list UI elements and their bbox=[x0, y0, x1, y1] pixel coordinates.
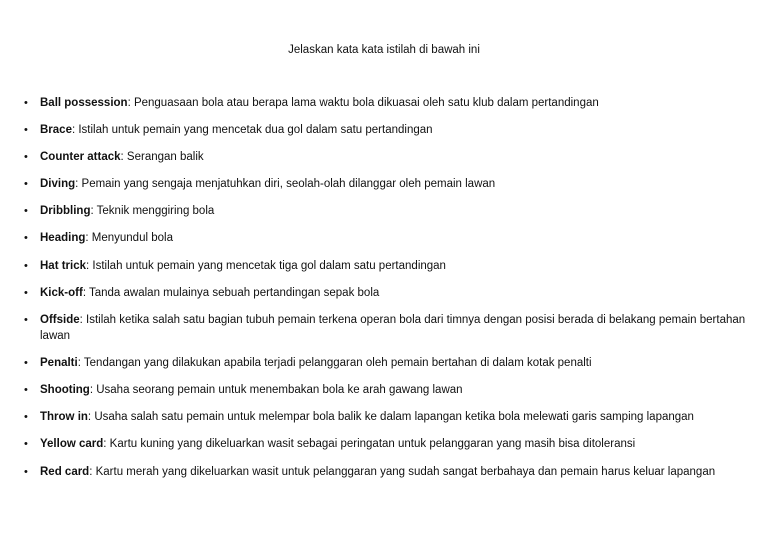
bullet-icon: • bbox=[24, 124, 28, 137]
bullet-icon: • bbox=[24, 151, 28, 164]
term-label: Counter attack bbox=[40, 151, 121, 164]
list-item bbox=[22, 285, 762, 302]
list-item bbox=[22, 149, 762, 166]
term-list bbox=[22, 95, 762, 491]
bullet-icon: • bbox=[24, 178, 28, 191]
bullet-icon: • bbox=[24, 438, 28, 451]
term-label: Kick-off bbox=[40, 286, 83, 299]
list-item bbox=[22, 176, 762, 193]
term-label: Red card bbox=[40, 465, 90, 478]
term-definition: Usaha salah satu pemain untuk melempar bola balik ke dalam lapangan ketika bola melewati garis samping lapangan bbox=[94, 411, 694, 424]
term-definition: Penguasaan bola atau berapa lama waktu bola dikuasai oleh satu klub dalam pertandingan bbox=[133, 97, 599, 109]
term-definition: Teknik menggiring bola bbox=[96, 205, 215, 218]
bullet-icon: • bbox=[24, 205, 28, 218]
bullet-icon: • bbox=[24, 384, 28, 397]
bullet-icon: • bbox=[24, 97, 28, 109]
term-definition: Pemain yang sengaja menjatuhkan diri, seolah-olah dilanggar oleh pemain lawan bbox=[81, 178, 496, 191]
term-separator: : bbox=[90, 205, 97, 218]
term-definition: Istilah ketika salah satu bagian tubuh pemain terkena operan bola dari timnya dengan posisi berada di belakang pemain bertahan lawan bbox=[40, 313, 746, 343]
term-separator: : bbox=[127, 97, 134, 109]
term-definition: Istilah untuk pemain yang mencetak tiga gol dalam satu pertandingan bbox=[92, 259, 446, 272]
list-item bbox=[22, 122, 762, 139]
term-label: Hat trick bbox=[40, 259, 87, 272]
term-definition: Tanda awalan mulainya sebuah pertandingan sepak bola bbox=[89, 286, 380, 299]
document-title: Jelaskan kata kata istilah di bawah ini bbox=[288, 44, 480, 56]
list-item bbox=[22, 464, 762, 481]
term-definition: Kartu kuning yang dikeluarkan wasit sebagai peringatan untuk pelanggaran yang masih bisa ditoleransi bbox=[109, 438, 636, 451]
list-item bbox=[22, 382, 762, 399]
term-separator: : bbox=[86, 259, 93, 272]
list-item bbox=[22, 203, 762, 220]
term-separator: : bbox=[103, 438, 110, 451]
term-label: Diving bbox=[40, 178, 76, 191]
bullet-icon: • bbox=[24, 357, 28, 370]
bullet-icon: • bbox=[24, 313, 28, 326]
term-label: Brace bbox=[40, 124, 72, 137]
term-label: Heading bbox=[40, 232, 86, 245]
term-separator: : bbox=[85, 232, 92, 245]
term-definition: Serangan balik bbox=[126, 151, 204, 164]
term-label: Yellow card bbox=[40, 438, 104, 451]
bullet-icon: • bbox=[24, 286, 28, 299]
list-item bbox=[22, 312, 762, 345]
term-definition: Istilah untuk pemain yang mencetak dua gol dalam satu pertandingan bbox=[78, 124, 433, 137]
term-separator: : bbox=[120, 151, 127, 164]
term-separator: : bbox=[77, 357, 84, 370]
list-item bbox=[22, 409, 762, 426]
bullet-icon: • bbox=[24, 232, 28, 245]
list-item bbox=[22, 95, 762, 112]
list-item bbox=[22, 258, 762, 275]
term-label: Dribbling bbox=[40, 205, 91, 218]
term-separator: : bbox=[79, 313, 87, 326]
list-item bbox=[22, 230, 762, 247]
list-item bbox=[22, 436, 762, 453]
term-label: Ball possession bbox=[40, 97, 128, 109]
term-separator: : bbox=[71, 124, 79, 137]
term-definition: Usaha seorang pemain untuk menembakan bola ke arah gawang lawan bbox=[96, 384, 463, 397]
term-label: Throw in bbox=[40, 411, 88, 424]
term-separator: : bbox=[82, 286, 89, 299]
term-separator: : bbox=[87, 411, 95, 424]
term-label: Penalti bbox=[40, 357, 78, 370]
term-definition: Tendangan yang dilakukan apabila terjadi pelanggaran oleh pemain bertahan di dalam kotak penalti bbox=[83, 357, 592, 370]
term-separator: : bbox=[89, 465, 96, 478]
term-separator: : bbox=[89, 384, 97, 397]
term-definition: Kartu merah yang dikeluarkan wasit untuk pelanggaran yang sudah sangat berbahaya dan pemain harus keluar lapangan bbox=[95, 465, 716, 478]
term-definition: Menyundul bola bbox=[91, 232, 173, 245]
term-separator: : bbox=[75, 178, 82, 191]
bullet-icon: • bbox=[24, 259, 28, 272]
list-item bbox=[22, 355, 762, 372]
bullet-icon: • bbox=[24, 465, 28, 478]
term-label: Shooting bbox=[40, 384, 90, 397]
term-label: Offside bbox=[40, 313, 80, 326]
bullet-icon: • bbox=[24, 411, 28, 424]
